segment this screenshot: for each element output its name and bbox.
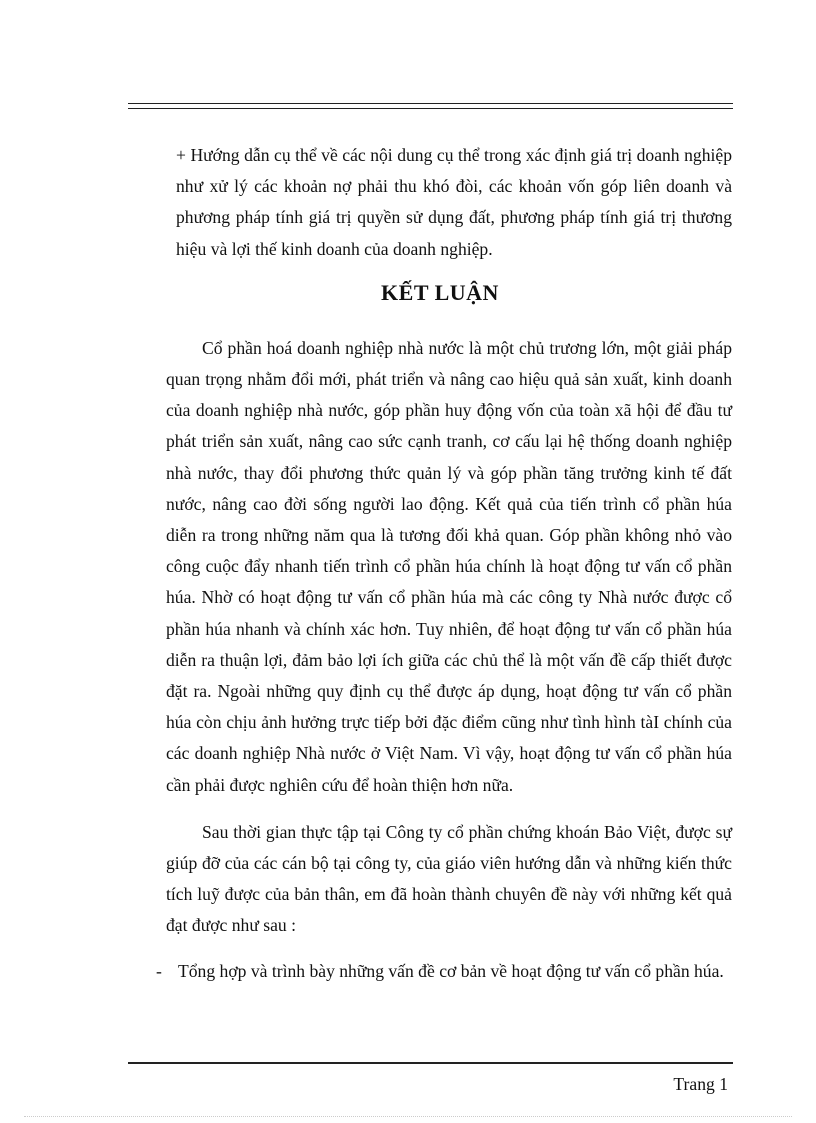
list-item-text: Tổng hợp và trình bày những vấn đề cơ bản về hoạt động tư vấn cổ phần húa. [178, 960, 724, 981]
bullet-paragraph: + Hướng dẫn cụ thể về các nội dung cụ thể trong xác định giá trị doanh nghiệp như xử lý các khoản nợ phải thu khó đòi, các khoản vốn góp liên doanh và phương pháp tính giá trị quyền sử dụng đất, phương pháp tính giá trị thương hiệu và lợi thế kinh doanh của doanh nghiệp. [176, 145, 732, 259]
list-item [156, 956, 732, 987]
conclusion-paragraph-1 [166, 333, 732, 801]
section-heading: KẾT LUẬN [381, 279, 499, 305]
paragraph-2-text: Sau thời gian thực tập tại Công ty cổ phần chứng khoán Bảo Việt, được sự giúp đỡ của các cán bộ tại công ty, của giáo viên hướng dẫn và những kiến thức tích luỹ được của bản thân, em đã hoàn thành chuyên đề này với những kết quả đạt được như sau : [166, 821, 732, 936]
page-boundary [24, 1116, 792, 1117]
page-content [128, 140, 732, 987]
page-number: Trang 1 [673, 1074, 728, 1094]
paragraph-1-text: Cổ phần hoá doanh nghiệp nhà nước là một chủ trương lớn, một giải pháp quan trọng nhằm đổi mới, phát triển và nâng cao hiệu quả sản xuất, kinh doanh của doanh nghiệp nhà nước, góp phần huy động vốn của toàn xã hội để đầu tư phát triển sản xuất, nâng cao sức cạnh tranh, cơ cấu lại hệ thống doanh nghiệp nhà nước, thay đổi phương thức quản lý và góp phần tăng trưởng kinh tế đất nước, nâng cao đời sống người lao động. Kết quả của tiến trình cổ phần húa diễn ra trong những năm qua là tương đối khả quan. Góp phần không nhỏ vào công cuộc đẩy nhanh tiến trình cổ phần húa chính là hoạt động tư vấn cổ phần húa. Nhờ có hoạt động tư vấn cổ phần húa mà các công ty Nhà nước được cổ phần húa nhanh và chính xác hơn. Tuy nhiên, để hoạt động tư vấn cổ phần húa diễn ra thuận lợi, đảm bảo lợi ích giữa các chủ thể là một vấn đề cấp thiết được đặt ra. Ngoài những quy định cụ thể được áp dụng, hoạt động tư vấn cổ phần húa còn chịu ảnh hưởng trực tiếp bởi đặc điểm cũng như tình hình tàI chính của các doanh nghiệp Nhà nước ở Việt Nam. Vì vậy, hoạt động tư vấn cổ phần húa cần phải được nghiên cứu để hoàn thiện hơn nữa. [166, 337, 732, 795]
header-double-rule [128, 103, 733, 109]
conclusion-paragraph-2 [166, 817, 732, 942]
footer-rule [128, 1062, 733, 1064]
list-item-marker: - [156, 960, 162, 981]
